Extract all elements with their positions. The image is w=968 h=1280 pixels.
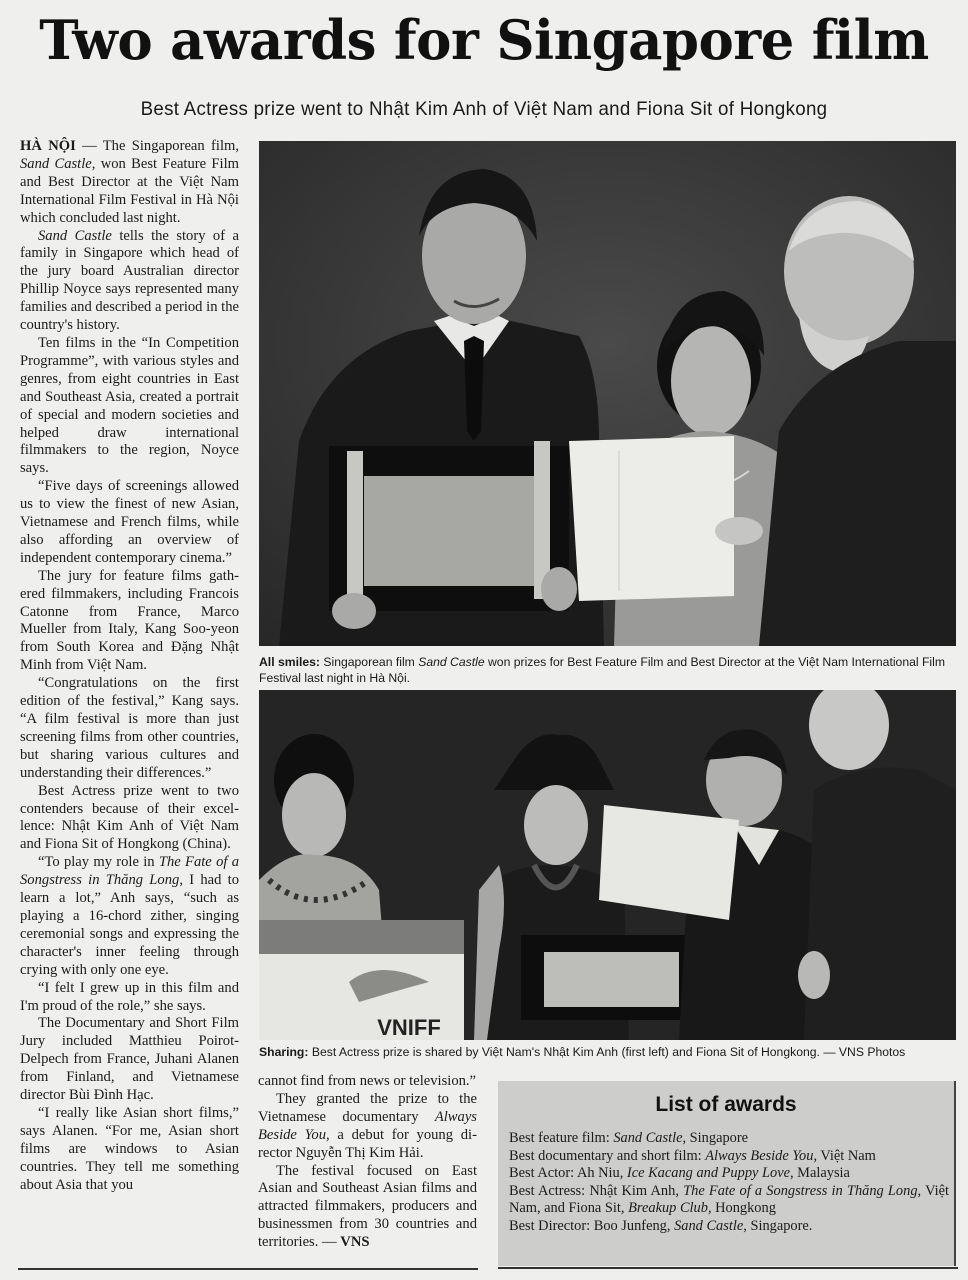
article-paragraph: Best Actress prize went to two contenders because of their excellence: Nhật Kim Anh of Việt Nam and Fiona Sit of Hongkong (China). — [20, 782, 239, 853]
article-paragraph: “I felt I grew up in this film and I'm proud of the role,” she says. — [20, 979, 239, 1014]
award-item: Best Director: Boo Junfeng, Sand Castle, Singapore. — [509, 1217, 813, 1234]
article-paragraph: They granted the prize to the Vietnamese documentary Always Beside You, a debut for young director Nguyễn Thị Kim Hải. — [258, 1090, 477, 1161]
italic-title: Breakup Club — [628, 1200, 708, 1217]
photo-caption-1 — [259, 654, 964, 686]
byline: VNS — [340, 1234, 370, 1251]
awards-title: List of awards — [655, 1093, 797, 1116]
headline: Two awards for Singapore film — [39, 8, 929, 72]
article-paragraph: HÀ NỘI — The Singaporean film, Sand Castle, won Best Feature Film and Best Director at the Việt Nam International Film Festival in Hà Nội which concluded last night. — [20, 138, 239, 226]
award-item: Best feature film: Sand Castle, Singapore — [509, 1130, 749, 1146]
photo-illustration-2 — [259, 690, 956, 1040]
article-paragraph: “I really like Asian short films,” says Alanen. “For me, Asian short films are windows to Asian countries. They tell me something about Asia that you — [20, 1104, 239, 1193]
article-paragraph: “Congratulations on the first edition of the festival,” Kang says. “A film festival is more than just screening films from other countries, but sharing various cultures and understanding their differences.” — [20, 675, 239, 781]
article-paragraph: “To play my role in The Fate of a Songstress in Thăng Long, I had to learn a lot,” Anh says, “such as playing a 16-chord zither, singing ceremonial songs and expressing the character's inner feeling through crying with only one eye. — [20, 854, 239, 978]
italic-title: Ice Kacang and Puppy Love — [626, 1165, 790, 1182]
italic-title: Sand Castle — [674, 1217, 744, 1234]
dateline: HÀ NỘI — [20, 138, 76, 154]
article-paragraph: Sand Castle tells the story of a family in Singapore which head of the jury board Australian director Phillip Noyce says represented many families and described a period in the country's history. — [20, 227, 239, 334]
caption-text: Singaporean film Sand Castle won prizes for Best Feature Film and Best Director at the Việt Nam International Film Festival last night in Hà Nội. — [259, 655, 945, 685]
subheadline: Best Actress prize went to Nhật Kim Anh of Việt Nam and Fiona Sit of Hongkong — [140, 98, 828, 120]
caption-lead: Sharing: — [259, 1045, 309, 1059]
photo-illustration-1 — [259, 141, 956, 646]
photo-best-actress-shared — [259, 690, 956, 1040]
photo-award-ceremony-sand-castle — [259, 141, 956, 646]
italic-title: Sand Castle — [38, 227, 112, 244]
vniff-logo-text: VNIFF — [377, 1015, 441, 1040]
award-item: Best Actor: Ah Niu, Ice Kacang and Puppy Love, Malaysia — [509, 1165, 850, 1182]
divider-rule — [498, 1267, 958, 1269]
award-item: Best documentary and short film: Always Beside You, Việt Nam — [509, 1147, 876, 1164]
italic-title: Sand Castle — [418, 655, 485, 669]
photo-caption-2 — [259, 1044, 964, 1060]
article-paragraph: “Five days of screenings allowed us to view the finest of new Asian, Vietnamese and French films, while also affording an overview of independent contemporary cinema.” — [20, 478, 239, 566]
article-paragraph: Ten films in the “In Competition Programme”, with various styles and genres, from eight countries in East and Southeast Asia, created a portrait of special and modern societies and helped draw international filmmakers to the region, Noyce says. — [20, 334, 239, 477]
awards-list-box — [498, 1081, 956, 1266]
article-column-1 — [20, 138, 239, 1194]
article-paragraph: The Documentary and Short Film Jury included Matthieu Poirot-Delpech from France, Juhani Alanen from Finland, and Vietnamese director Bùi Đình Hạc. — [20, 1015, 239, 1104]
article-paragraph: cannot find from news or television.” — [258, 1073, 477, 1089]
italic-title: Always Beside You — [258, 1108, 477, 1143]
award-item: Best Actress: Nhật Kim Anh, The Fate of a Songstress in Thăng Long, Việt Nam, and Fiona Sit, Breakup Club, Hongkong — [509, 1182, 949, 1217]
awards-list — [509, 1130, 949, 1236]
article-paragraph: The festival focused on East Asian and Southeast Asian films and attracted filmmakers, producers and businessmen from 30 countries and territories. — VNS — [258, 1162, 477, 1251]
italic-title: Always Beside You — [705, 1147, 814, 1164]
divider-rule — [18, 1268, 478, 1270]
italic-title: The Fate of a Songstress in Thăng Long — [20, 854, 239, 889]
italic-title: Sand Castle — [613, 1130, 683, 1146]
article-column-2 — [258, 1073, 477, 1252]
caption-text: Best Actress prize is shared by Việt Nam's Nhật Kim Anh (first left) and Fiona Sit of Hongkong. — VNS Photos — [308, 1045, 906, 1059]
caption-lead: All smiles: — [259, 655, 320, 669]
article-paragraph: The jury for feature films gathered filmmakers, including Francois Catonne from France, Marco Mueller from Italy, Kang Soo-yeon from South Korea and Đặng Nhật Minh from Việt Nam. — [20, 567, 239, 674]
italic-title: Sand Castle — [20, 155, 92, 172]
italic-title: The Fate of a Songstress in Thăng Long — [683, 1182, 918, 1199]
